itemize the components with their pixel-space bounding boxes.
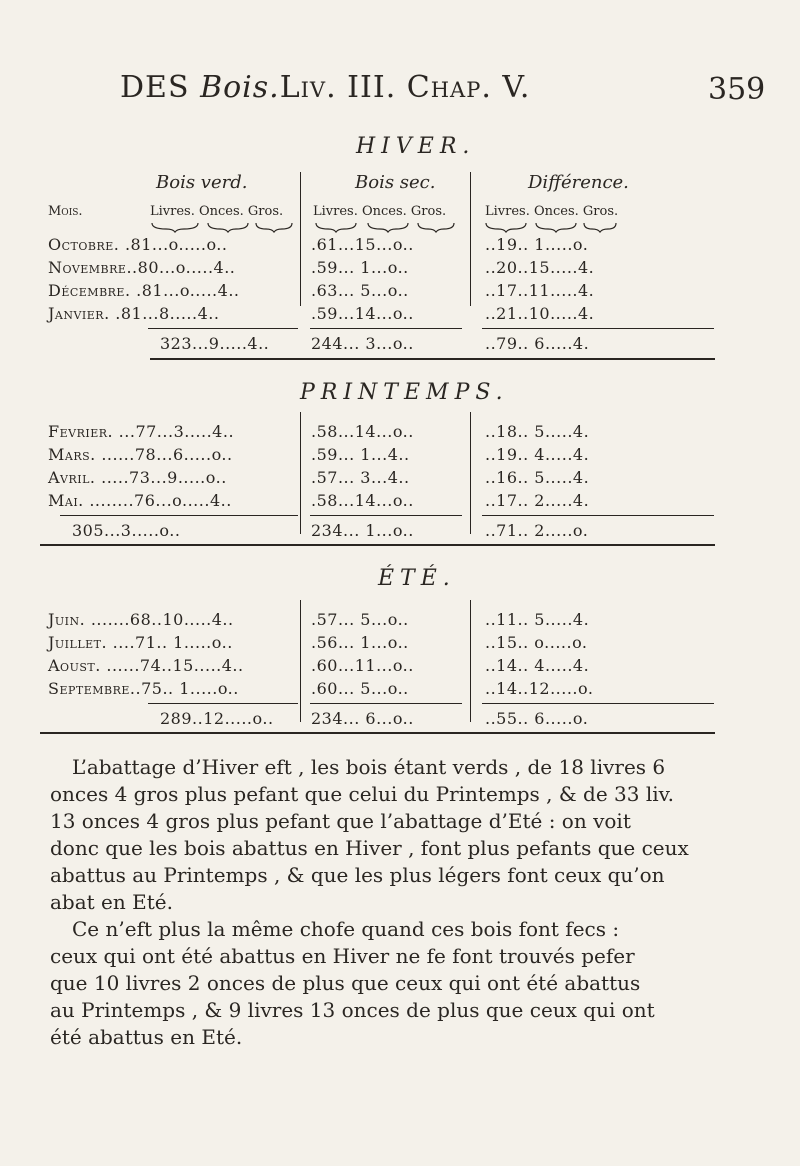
sec-value: .59... 1...4.. [311, 445, 410, 464]
section-title-hiver: HIVER. [356, 134, 476, 159]
month-label: Octobre. [48, 235, 120, 254]
table-row [48, 610, 234, 629]
text-line: onces 4 gros plus pefant que celui du Printemps , & de 33 liv. [50, 782, 674, 806]
total-sec: 244... 3...o.. [311, 334, 414, 353]
running-head-prefix: DES [120, 70, 190, 105]
sum-rule [148, 328, 298, 329]
sec-value: .59... 1...o.. [311, 258, 409, 277]
table-row [48, 422, 234, 441]
verd-value: .68..10.....4.. [124, 610, 234, 629]
sec-value: .60... 5...o.. [311, 679, 409, 698]
text-line: abattus au Printemps , & que les plus légers font ceux qu’on [50, 863, 665, 887]
verd-value: .78...6.....o.. [129, 445, 233, 464]
month-label: Mars. ..... [48, 445, 130, 464]
column-divider [470, 412, 471, 534]
sec-value: .63... 5...o.. [311, 281, 409, 300]
diff-value: ..14..12.....o. [485, 679, 594, 698]
section-rule [40, 732, 715, 734]
diff-value: ..17.. 2.....4. [485, 491, 590, 510]
total-verd: 323...9.....4.. [160, 334, 270, 353]
diff-value: ..19.. 1.....o. [485, 235, 589, 254]
header-bois-verd: Bois verd. [156, 172, 248, 193]
month-label: Décembre. [48, 281, 131, 300]
table-row [48, 656, 244, 675]
header-units-sec: Livres. Onces. Gros. [313, 204, 447, 219]
sec-value: .57... 3...4.. [311, 468, 410, 487]
total-diff: ..55.. 6.....o. [485, 709, 589, 728]
month-label: Juin. ...... [48, 610, 125, 629]
total-diff: ..79.. 6.....4. [485, 334, 590, 353]
sec-value: .58...14...o.. [311, 491, 414, 510]
section-title-printemps: PRINTEMPS. [300, 380, 509, 405]
column-divider [470, 172, 471, 306]
sec-value: .56... 1...o.. [311, 633, 409, 652]
table-row [48, 281, 239, 300]
verd-value: .81...8.....4.. [109, 304, 220, 323]
text-line: été abattus en Eté. [50, 1025, 243, 1049]
table-row [48, 633, 233, 652]
diff-value: ..11.. 5.....4. [485, 610, 590, 629]
total-verd: 305...3.....o.. [72, 521, 181, 540]
month-label: Novembre. [48, 258, 133, 277]
month-label: Aoust. ..... [48, 656, 135, 675]
total-sec: 234... 6...o.. [311, 709, 414, 728]
sec-value: .60...11...o.. [311, 656, 414, 675]
text-line: 13 onces 4 gros plus pefant que l’abattage d’Eté : on voit [50, 809, 631, 833]
sec-value: .57... 5...o.. [311, 610, 409, 629]
header-mois: Mois. [48, 204, 83, 219]
sec-value: .59...14...o.. [311, 304, 414, 323]
sum-rule [482, 328, 714, 329]
total-diff: ..71.. 2.....o. [485, 521, 589, 540]
sum-rule [60, 515, 298, 516]
section-rule [40, 544, 715, 546]
paragraph-1 [50, 754, 689, 916]
total-verd: 289..12.....o.. [160, 709, 274, 728]
diff-value: ..20..15.....4. [485, 258, 595, 277]
column-divider [470, 600, 471, 722]
verd-value: .74..15.....4.. [134, 656, 244, 675]
diff-value: ..19.. 4.....4. [485, 445, 590, 464]
total-sec: 234... 1...o.. [311, 521, 414, 540]
table-row [48, 679, 239, 698]
text-line: au Printemps , & 9 livres 13 onces de plus que ceux qui ont [50, 998, 655, 1022]
header-units-diff: Livres. Onces. Gros. [485, 204, 619, 219]
diff-value: ..18.. 5.....4. [485, 422, 590, 441]
diff-value: ..17..11.....4. [485, 281, 595, 300]
sec-value: .61...15...o.. [311, 235, 414, 254]
page-number: 359 [708, 72, 766, 107]
table-row [48, 445, 233, 464]
verd-value: .75.. 1.....o.. [135, 679, 239, 698]
verd-value: .80...o.....4.. [132, 258, 236, 277]
sum-rule [148, 703, 298, 704]
table-row [48, 235, 227, 254]
table-row [48, 258, 235, 277]
header-difference: Différence. [528, 172, 629, 193]
running-head [120, 70, 530, 105]
table-row [48, 468, 227, 487]
running-head-italic: Bois. [200, 70, 280, 105]
sum-rule [310, 515, 462, 516]
month-label: Avril. .... [48, 468, 124, 487]
text-line: donc que les bois abattus en Hiver , font plus pefants que ceux [50, 836, 689, 860]
text-line: que 10 livres 2 onces de plus que ceux qui ont été abattus [50, 971, 641, 995]
header-units-verd: Livres. Onces. Gros. [150, 204, 284, 219]
sum-rule [310, 328, 462, 329]
month-label: Janvier. [48, 304, 110, 323]
sum-rule [310, 703, 462, 704]
column-divider [300, 412, 301, 534]
unit-braces [146, 221, 786, 233]
verd-value: .73...9.....o.. [123, 468, 227, 487]
table-row [48, 304, 219, 323]
running-head-rest: Liv. III. Chap. V. [279, 70, 531, 105]
text-line: ceux qui ont été abattus en Hiver ne fe font trouvés pefer [50, 944, 635, 968]
sec-value: .58...14...o.. [311, 422, 414, 441]
verd-value: .81...o.....o.. [119, 235, 228, 254]
paragraph-2 [50, 916, 655, 1051]
text-line: abat en Eté. [50, 890, 173, 914]
month-label: Fevrier. .. [48, 422, 130, 441]
diff-value: ..16.. 5.....4. [485, 468, 590, 487]
column-divider [300, 600, 301, 722]
month-label: Juillet. ... [48, 633, 130, 652]
header-bois-sec: Bois sec. [355, 172, 436, 193]
diff-value: ..21..10.....4. [485, 304, 595, 323]
verd-value: .71.. 1.....o.. [129, 633, 233, 652]
text-line: Ce n’eft plus la même chofe quand ces bois font fecs : [72, 917, 620, 941]
verd-value: .76...o.....4.. [128, 491, 232, 510]
sum-rule [482, 703, 714, 704]
diff-value: ..14.. 4.....4. [485, 656, 590, 675]
month-label: Mai. ....... [48, 491, 129, 510]
text-line: L’abattage d’Hiver eft , les bois étant verds , de 18 livres 6 [72, 755, 666, 779]
section-title-ete: ÉTÉ. [378, 566, 456, 591]
verd-value: .77...3.....4.. [129, 422, 235, 441]
sum-rule [482, 515, 714, 516]
table-row [48, 491, 232, 510]
verd-value: .81...o.....4.. [130, 281, 240, 300]
diff-value: ..15.. o.....o. [485, 633, 588, 652]
column-divider [300, 172, 301, 306]
month-label: Septembre. [48, 679, 136, 698]
section-rule [150, 358, 715, 360]
